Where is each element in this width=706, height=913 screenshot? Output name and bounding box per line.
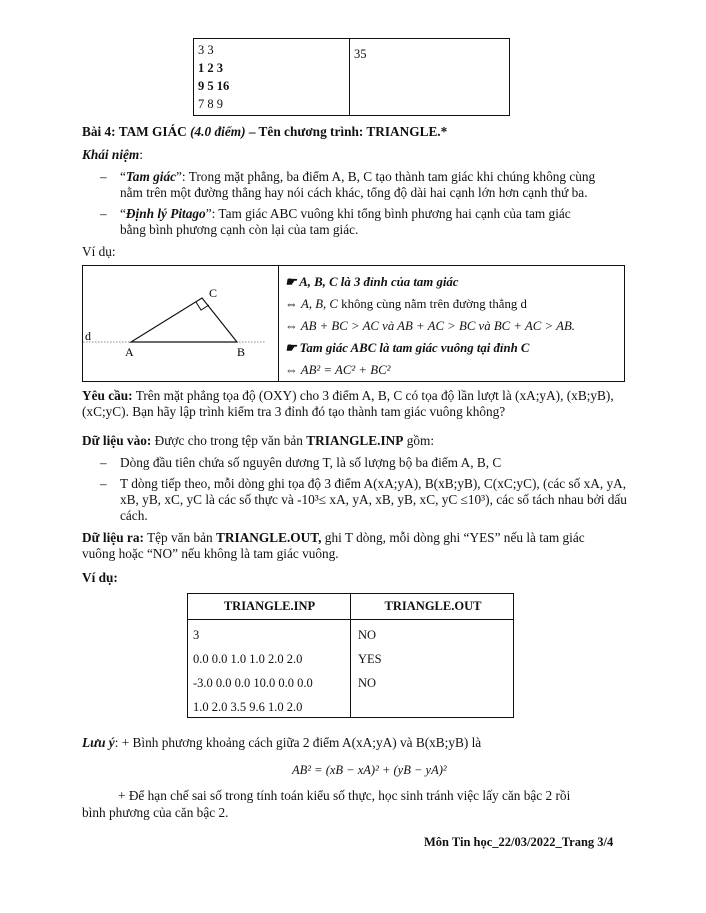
pointing-hand-icon: ☛ — [285, 275, 300, 289]
pointing-hand-icon: ☛ — [285, 341, 300, 355]
input-text: Được cho trong tệp văn bản — [151, 433, 307, 448]
input-line: 7 8 9 — [198, 97, 223, 111]
requirement-text: Trên mặt phẳng tọa độ (OXY) cho 3 điểm A, B, C có tọa độ lần lượt là (xA;yA), (xB;yB), — [132, 388, 614, 403]
concept-text: ”: Tam giác ABC vuông khi tổng bình phương hai cạnh của tam giác — [205, 206, 571, 221]
equivalence-icon: ⇔ — [285, 319, 301, 333]
output-rows — [358, 623, 382, 695]
label-b: B — [237, 345, 246, 359]
concept-term: Tam giác — [125, 169, 177, 184]
input-item: Dòng đầu tiên chứa số nguyên dương T, là số lượng bộ ba điểm A, B, C — [120, 455, 502, 470]
point-line — [285, 271, 620, 293]
input-line: 3 3 — [198, 43, 214, 57]
concept-text: ”: Trong mặt phẳng, ba điểm A, B, C tạo thành tam giác khi chúng không cùng — [176, 169, 596, 184]
distance-formula: AB² = (xB − xA)² + (yB − yA)² — [292, 763, 447, 777]
note-text: bình phương của căn bậc 2. — [82, 805, 229, 820]
heading-points: (4.0 điểm) — [190, 124, 246, 139]
explanation-text: AB² = AC² + BC² — [300, 363, 391, 377]
table-row: 3 — [193, 628, 200, 642]
explanation-text: A, B, C là 3 đỉnh của tam giác — [299, 275, 459, 289]
note-text: : + Bình phương khoảng cách giữa 2 điểm A(xA;yA) và B(xB;yB) là — [114, 735, 482, 750]
table-row: NO — [358, 628, 377, 642]
table-row: 0.0 0.0 1.0 1.0 2.0 2.0 — [193, 652, 303, 666]
concept-colon: : — [139, 147, 143, 162]
equiv-line — [285, 293, 620, 315]
output-label: Dữ liệu ra: — [82, 530, 144, 545]
table-row: YES — [358, 652, 382, 666]
table-row: 1.0 2.0 3.5 9.6 1.0 2.0 — [193, 700, 303, 714]
example-label-2: Ví dụ: — [82, 570, 118, 585]
input-line: 9 5 16 — [198, 79, 230, 93]
note-label: Lưu ý — [82, 735, 115, 750]
concept-item: “Định lý Pitago”: Tam giác ABC vuông khi tổng bình phương hai cạnh của tam giác bằng bình phương cạnh còn lại của tam giác. — [120, 206, 640, 238]
example-label: Ví dụ: — [82, 244, 116, 259]
sample-io-table — [187, 593, 514, 718]
requirement-label: Yêu cầu: — [82, 388, 133, 403]
explanation-text: không cùng nằm trên đường thẳng d — [337, 297, 527, 311]
concept-text: bằng bình phương cạnh còn lại của tam giác. — [120, 222, 359, 237]
label-d: d — [85, 329, 91, 343]
input-item — [120, 476, 640, 524]
requirement-section — [82, 388, 622, 420]
bullet-dash: – — [100, 169, 107, 184]
note-text: + Để hạn chế sai số trong tính toán kiểu số thực, học sinh tránh việc lấy căn bậc 2 rồi — [118, 788, 571, 803]
triangle-abc — [131, 298, 237, 342]
input-line: 1 2 3 — [198, 61, 223, 75]
bullet-dash: – — [100, 476, 107, 491]
triangle-diagram — [83, 266, 279, 381]
equivalence-icon: ⇔ — [285, 297, 301, 311]
note-line — [82, 735, 622, 751]
bullet-dash: – — [100, 455, 107, 470]
output-text: vuông hoặc “NO” nếu không là tam giác vuông. — [82, 546, 339, 561]
heading-program-name: – Tên chương trình: TRIANGLE.* — [245, 124, 448, 139]
input-label: Dữ liệu vào: — [82, 433, 152, 448]
label-c: C — [209, 286, 218, 300]
output-text: ghi T dòng, mỗi dòng ghi “YES” nếu là tam giác — [321, 530, 585, 545]
requirement-text: (xC;yC). Bạn hãy lập trình kiểm tra 3 đỉnh đó tạo thành tam giác vuông không? — [82, 404, 506, 419]
equiv-line — [285, 315, 620, 337]
example-box — [82, 265, 625, 382]
table-row: NO — [358, 676, 377, 690]
explanation-text: Tam giác ABC là tam giác vuông tại đỉnh C — [299, 341, 530, 355]
output-filename: TRIANGLE.OUT, — [216, 530, 322, 545]
equivalence-icon: ⇔ — [285, 363, 301, 377]
concept-item: “Tam giác”: Trong mặt phẳng, ba điểm A, B, C tạo thành tam giác khi chúng không cùng nằm trên một đường thẳng hay nói cách khác, tổng độ dài hai cạnh lớn hơn cạnh thứ ba. — [120, 169, 640, 201]
output-spec — [82, 530, 622, 562]
explanation-text: A, B, C — [301, 297, 338, 311]
triangle-figure — [83, 266, 279, 381]
header-input: TRIANGLE.INP — [223, 599, 316, 613]
previous-input-cell — [194, 39, 350, 115]
equiv-line — [285, 359, 620, 381]
concept-label-text: Khái niệm — [82, 147, 140, 162]
label-a: A — [125, 345, 134, 359]
input-filename: TRIANGLE.INP — [306, 433, 404, 448]
right-angle-mark — [196, 302, 209, 310]
input-text: gồm: — [403, 433, 435, 448]
concept-label — [82, 147, 622, 163]
concept-text: nằm trên một đường thẳng hay nói cách khác, tổng độ dài hai cạnh lớn hơn cạnh thứ ba. — [120, 185, 588, 200]
input-item-text: xB, yB, xC, yC là các số thực và -10³≤ xA, yA, xB, yB, xC, yC ≤10³), các số tách nhau bởi dấu — [120, 492, 627, 507]
concept-term: Định lý Pitago — [125, 206, 206, 221]
input-item-text: cách. — [120, 508, 148, 523]
table-row: -3.0 0.0 0.0 10.0 0.0 0.0 — [193, 676, 313, 690]
input-item-text: T dòng tiếp theo, mỗi dòng ghi tọa độ 3 điểm A(xA;yA), B(xB;yB), C(xC;yC), (các số xA, yA, — [120, 476, 627, 491]
point-line — [285, 337, 620, 359]
input-rows — [193, 623, 313, 719]
bullet-dash: – — [100, 206, 107, 221]
previous-output-cell: 35 — [354, 47, 367, 61]
page-footer: Môn Tin học_22/03/2022_Trang 3/4 — [424, 835, 614, 849]
previous-example-table — [193, 38, 510, 116]
header-output: TRIANGLE.OUT — [384, 599, 482, 613]
output-text: Tệp văn bản — [143, 530, 217, 545]
problem-heading — [82, 124, 622, 140]
input-spec — [82, 433, 622, 449]
heading-title: Bài 4: TAM GIÁC — [82, 124, 191, 139]
example-explanation — [285, 271, 620, 381]
explanation-text: AB + BC > AC và AB + AC > BC và BC + AC > AB. — [300, 319, 575, 333]
